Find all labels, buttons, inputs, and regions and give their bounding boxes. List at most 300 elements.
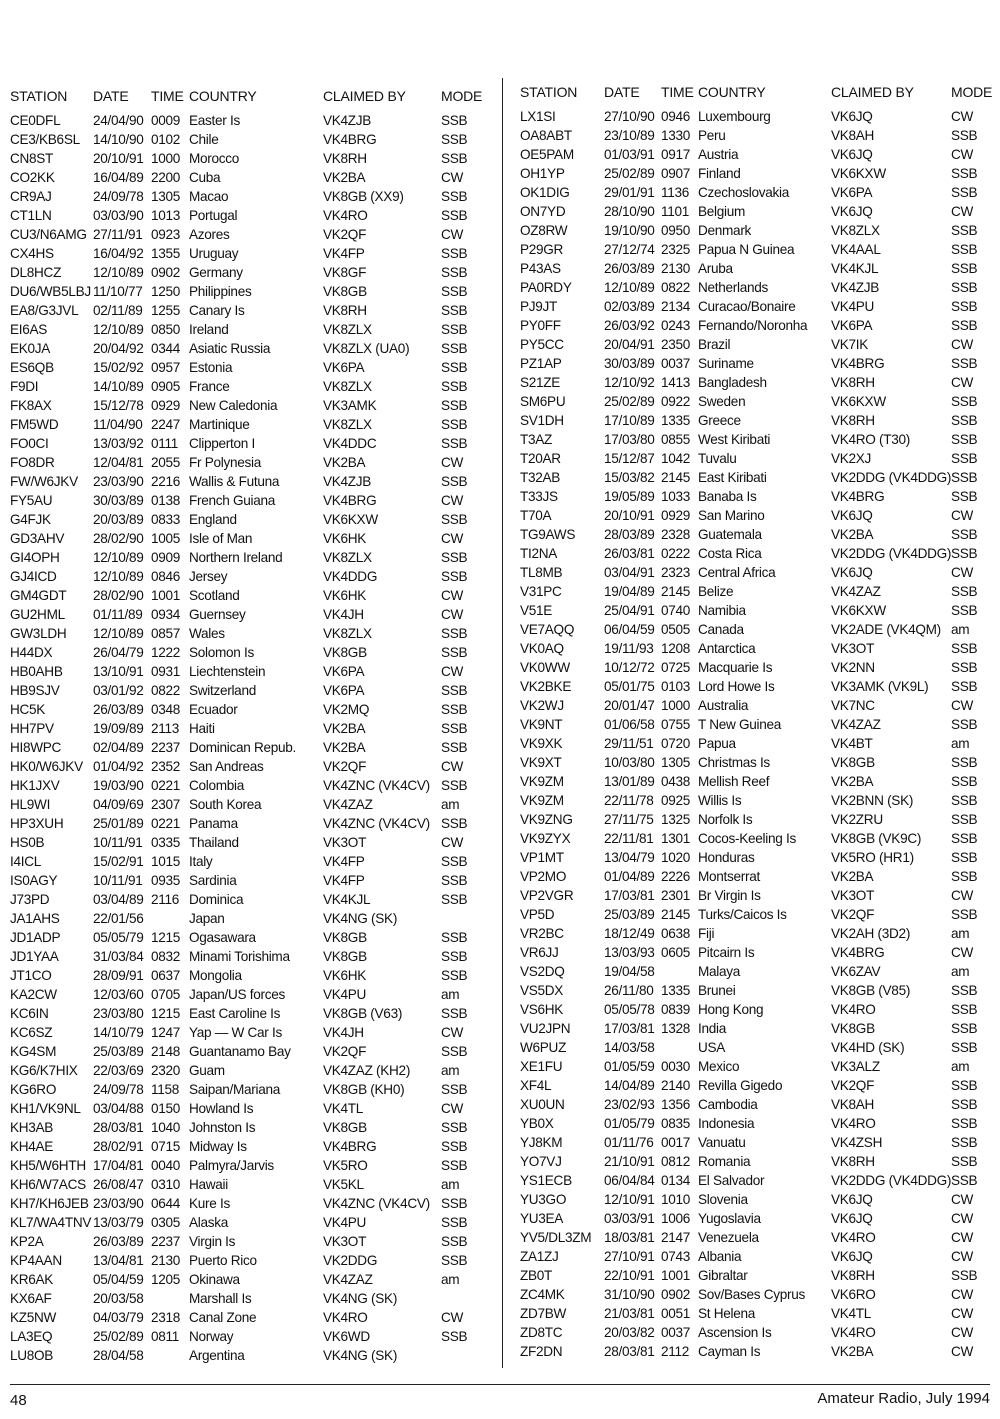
station-cell: VP2MO <box>520 869 567 884</box>
date-cell: 17/10/89 <box>604 413 655 428</box>
date-cell: 22/11/81 <box>604 831 654 846</box>
mode-cell: SSB <box>441 322 468 337</box>
date-cell: 14/10/79 <box>93 1025 144 1040</box>
table-row <box>10 130 495 149</box>
table-row <box>520 715 998 734</box>
station-cell: HI8WPC <box>10 740 62 755</box>
station-cell: PZ1AP <box>520 356 562 371</box>
time-cell: 1101 <box>661 204 690 219</box>
column-divider <box>502 78 503 1368</box>
mode-cell: SSB <box>951 1002 978 1017</box>
claimed-by-cell: VK4RO <box>831 1325 876 1340</box>
country-cell: Canary Is <box>189 303 245 318</box>
mode-cell: CW <box>441 493 464 508</box>
table-row <box>520 1190 998 1209</box>
time-cell: 1356 <box>661 1097 691 1112</box>
claimed-by-cell: VK6JQ <box>831 109 873 124</box>
country-cell: Aruba <box>698 261 733 276</box>
country-cell: Marshall Is <box>189 1291 252 1306</box>
date-cell: 22/03/69 <box>93 1063 144 1078</box>
claimed-by-cell: VK8ZLX <box>323 550 372 565</box>
table-row <box>520 696 998 715</box>
time-cell: 2352 <box>151 759 181 774</box>
country-cell: Okinawa <box>189 1272 240 1287</box>
time-cell: 2237 <box>151 740 181 755</box>
mode-cell: CW <box>951 1230 974 1245</box>
table-row <box>520 544 998 563</box>
time-cell: 1335 <box>661 983 691 998</box>
time-cell: 0017 <box>661 1135 691 1150</box>
claimed-by-cell: VK4NG (SK) <box>323 911 398 926</box>
time-cell: 2140 <box>661 1078 691 1093</box>
country-cell: Japan/US forces <box>189 987 285 1002</box>
country-cell: Willis Is <box>698 793 742 808</box>
table-row <box>10 225 495 244</box>
claimed-by-cell: VK6JQ <box>831 204 873 219</box>
time-cell: 0222 <box>661 546 691 561</box>
station-cell: ZC4MK <box>520 1287 565 1302</box>
table-row <box>10 1004 495 1023</box>
country-cell: Revilla Gigedo <box>698 1078 783 1093</box>
country-cell: Christmas Is <box>698 755 770 770</box>
station-cell: OK1DIG <box>520 185 570 200</box>
table-row <box>10 320 495 339</box>
mode-cell: SSB <box>951 1021 978 1036</box>
date-cell: 02/04/89 <box>93 740 144 755</box>
country-cell: Kure Is <box>189 1196 230 1211</box>
claimed-by-cell: VK4ZNC (VK4CV) <box>323 1196 430 1211</box>
claimed-by-cell: VK2BA <box>831 527 874 542</box>
mode-cell: SSB <box>951 1268 978 1283</box>
table-row <box>520 943 998 962</box>
mode-cell: CW <box>951 508 974 523</box>
country-cell: Palmyra/Jarvis <box>189 1158 274 1173</box>
table-row <box>10 1213 495 1232</box>
table-row <box>10 1023 495 1042</box>
time-cell: 0138 <box>151 493 181 508</box>
date-cell: 19/03/90 <box>93 778 144 793</box>
claimed-by-cell: VK3ALZ <box>831 1059 880 1074</box>
time-cell: 1158 <box>151 1082 180 1097</box>
mode-cell: CW <box>951 204 974 219</box>
table-row <box>10 339 495 358</box>
time-cell: 2323 <box>661 565 691 580</box>
mode-cell: CW <box>951 1287 974 1302</box>
date-cell: 13/10/91 <box>93 664 144 679</box>
table-row <box>10 168 495 187</box>
country-cell: Costa Rica <box>698 546 762 561</box>
country-cell: Norfolk Is <box>698 812 753 827</box>
date-cell: 31/03/84 <box>93 949 144 964</box>
station-cell: JT1CO <box>10 968 52 983</box>
time-cell: 2112 <box>661 1344 690 1359</box>
table-row <box>520 183 998 202</box>
table-row <box>520 962 998 981</box>
claimed-by-cell: VK4RO <box>323 208 368 223</box>
country-cell: Argentina <box>189 1348 245 1363</box>
country-cell: Mongolia <box>189 968 242 983</box>
date-cell: 10/11/91 <box>93 873 143 888</box>
country-cell: Northern Ireland <box>189 550 283 565</box>
country-cell: New Caledonia <box>189 398 278 413</box>
station-cell: VP1MT <box>520 850 564 865</box>
claimed-by-cell: VK4RO <box>831 1230 876 1245</box>
country-cell: Macquarie Is <box>698 660 773 675</box>
country-cell: Ogasawara <box>189 930 256 945</box>
claimed-by-cell: VK4NG (SK) <box>323 1348 398 1363</box>
date-cell: 12/10/89 <box>93 265 144 280</box>
time-cell: 0832 <box>151 949 181 964</box>
claimed-by-cell: VK4AAL <box>831 242 881 257</box>
time-cell: 2325 <box>661 242 691 257</box>
claimed-by-cell: VK6PA <box>323 664 365 679</box>
mode-cell: SSB <box>951 546 978 561</box>
table-row <box>520 145 998 164</box>
country-cell: Cayman Is <box>698 1344 761 1359</box>
date-cell: 17/03/81 <box>604 1021 655 1036</box>
claimed-by-cell: VK4ZNC (VK4CV) <box>323 778 430 793</box>
claimed-by-cell: VK4ZSH <box>831 1135 883 1150</box>
country-cell: Vanuatu <box>698 1135 746 1150</box>
date-cell: 12/10/92 <box>604 375 655 390</box>
claimed-by-cell: VK6HK <box>323 588 367 603</box>
station-cell: ZF2DN <box>520 1344 563 1359</box>
claimed-by-cell: VK2BA <box>323 740 366 755</box>
mode-cell: SSB <box>441 398 468 413</box>
claimed-by-cell: VK8RH <box>831 413 875 428</box>
claimed-by-cell: VK4PU <box>831 299 875 314</box>
date-cell: 19/09/89 <box>93 721 144 736</box>
country-cell: Switzerland <box>189 683 256 698</box>
date-cell: 05/01/75 <box>604 679 655 694</box>
date-cell: 03/03/90 <box>93 208 144 223</box>
station-cell: ON7YD <box>520 204 566 219</box>
claimed-by-cell: VK4ZNC (VK4CV) <box>323 816 430 831</box>
station-cell: VK9XK <box>520 736 563 751</box>
country-cell: Easter Is <box>189 113 240 128</box>
mode-cell: CW <box>951 1306 974 1321</box>
country-cell: Venezuela <box>698 1230 759 1245</box>
table-row <box>520 468 998 487</box>
time-cell: 0348 <box>151 702 181 717</box>
mode-cell: SSB <box>441 303 468 318</box>
time-cell: 0917 <box>661 147 691 162</box>
country-cell: Guernsey <box>189 607 246 622</box>
time-cell: 0905 <box>151 379 181 394</box>
station-cell: HP3XUH <box>10 816 64 831</box>
table-row <box>10 1270 495 1289</box>
country-cell: Portugal <box>189 208 238 223</box>
mode-cell: CW <box>951 147 974 162</box>
date-cell: 16/04/89 <box>93 170 144 185</box>
country-cell: Saipan/Mariana <box>189 1082 281 1097</box>
country-cell: East Caroline Is <box>189 1006 281 1021</box>
country-cell: Guantanamo Bay <box>189 1044 291 1059</box>
left-column <box>10 76 495 1365</box>
time-cell: 0755 <box>661 717 691 732</box>
date-cell: 26/08/47 <box>93 1177 144 1192</box>
table-row <box>10 852 495 871</box>
country-cell: Antarctica <box>698 641 756 656</box>
claimed-by-cell: VK2QF <box>831 907 875 922</box>
table-row <box>10 700 495 719</box>
country-cell: Slovenia <box>698 1192 748 1207</box>
claimed-by-cell: VK2XJ <box>831 451 872 466</box>
time-cell: 2116 <box>151 892 180 907</box>
date-cell: 27/12/74 <box>604 242 655 257</box>
station-cell: KA2CW <box>10 987 57 1002</box>
table-row <box>10 738 495 757</box>
date-cell: 12/04/81 <box>93 455 144 470</box>
station-cell: FO0CI <box>10 436 49 451</box>
station-cell: ZA1ZJ <box>520 1249 559 1264</box>
mode-cell: SSB <box>441 873 468 888</box>
claimed-by-cell: VK6JQ <box>831 147 873 162</box>
table-row <box>520 202 998 221</box>
time-cell: 2307 <box>151 797 181 812</box>
station-cell: VR2BC <box>520 926 564 941</box>
time-cell: 2350 <box>661 337 691 352</box>
date-cell: 15/02/92 <box>93 360 144 375</box>
station-cell: KH4AE <box>10 1139 54 1154</box>
date-cell: 23/03/90 <box>93 474 144 489</box>
country-cell: Chile <box>189 132 219 147</box>
country-cell: Papua N Guinea <box>698 242 795 257</box>
date-cell: 28/02/90 <box>93 531 144 546</box>
claimed-by-cell: VK4KJL <box>323 892 371 907</box>
station-cell: PY0FF <box>520 318 561 333</box>
country-cell: St Helena <box>698 1306 755 1321</box>
claimed-by-cell: VK4RO <box>323 1310 368 1325</box>
country-cell: Gibraltar <box>698 1268 748 1283</box>
station-cell: VK0AQ <box>520 641 564 656</box>
table-row <box>10 643 495 662</box>
claimed-by-cell: VK8GB (XX9) <box>323 189 404 204</box>
station-cell: GJ4ICD <box>10 569 57 584</box>
mode-cell: SSB <box>951 527 978 542</box>
table-row <box>10 206 495 225</box>
table-row <box>520 1266 998 1285</box>
mode-cell: am <box>441 797 460 812</box>
country-cell: Yugoslavia <box>698 1211 761 1226</box>
mode-cell: am <box>951 1059 970 1074</box>
time-cell: 1005 <box>151 531 181 546</box>
mode-cell <box>441 1346 487 1365</box>
date-cell: 20/03/89 <box>93 512 144 527</box>
date-cell: 31/10/90 <box>604 1287 655 1302</box>
claimed-by-cell: VK2DDG (VK4DDG) <box>831 546 951 561</box>
country-cell: Azores <box>189 227 230 242</box>
date-cell: 19/05/89 <box>604 489 655 504</box>
time-cell: 1015 <box>151 854 181 869</box>
header-claimed-by: CLAIMED BY <box>831 84 914 100</box>
table-row <box>10 776 495 795</box>
station-cell: LX1SI <box>520 109 556 124</box>
table-row <box>520 734 998 753</box>
mode-cell: SSB <box>951 717 978 732</box>
date-cell: 15/03/82 <box>604 470 655 485</box>
claimed-by-cell: VK4HD (SK) <box>831 1040 905 1055</box>
country-cell: Brazil <box>698 337 731 352</box>
country-cell: Peru <box>698 128 726 143</box>
station-cell: VK2WJ <box>520 698 564 713</box>
country-cell: Guam <box>189 1063 225 1078</box>
claimed-by-cell: VK4TL <box>831 1306 872 1321</box>
mode-cell: SSB <box>441 246 468 261</box>
date-cell: 15/12/78 <box>93 398 144 413</box>
date-cell: 12/10/89 <box>604 280 655 295</box>
station-cell: KP2A <box>10 1234 44 1249</box>
table-row <box>10 510 495 529</box>
time-cell <box>151 909 189 928</box>
mode-cell: SSB <box>951 394 978 409</box>
country-cell: Morocco <box>189 151 240 166</box>
time-cell: 0929 <box>661 508 691 523</box>
time-cell: 0822 <box>151 683 181 698</box>
table-row <box>10 415 495 434</box>
mode-cell: CW <box>441 607 464 622</box>
station-cell: KP4AAN <box>10 1253 62 1268</box>
time-cell: 0835 <box>661 1116 691 1131</box>
claimed-by-cell: VK6ZAV <box>831 964 881 979</box>
mode-cell: SSB <box>441 1196 468 1211</box>
station-cell: I4ICL <box>10 854 41 869</box>
claimed-by-cell: VK4DDG <box>323 569 378 584</box>
country-cell: Uruguay <box>189 246 239 261</box>
date-cell: 21/10/91 <box>604 1154 655 1169</box>
claimed-by-cell: VK6JQ <box>831 1211 873 1226</box>
mode-cell: am <box>951 926 970 941</box>
mode-cell: SSB <box>441 1120 468 1135</box>
date-cell: 14/03/58 <box>604 1040 655 1055</box>
time-cell: 0957 <box>151 360 181 375</box>
date-cell: 16/04/92 <box>93 246 144 261</box>
time-cell: 1328 <box>661 1021 691 1036</box>
table-row <box>10 111 495 130</box>
country-cell: Puerto Rico <box>189 1253 257 1268</box>
time-cell: 0644 <box>151 1196 181 1211</box>
date-cell: 14/10/89 <box>93 379 144 394</box>
claimed-by-cell: VK8GB (KH0) <box>323 1082 405 1097</box>
date-cell: 25/01/89 <box>93 816 144 831</box>
mode-cell: SSB <box>951 299 978 314</box>
station-cell: KH1/VK9NL <box>10 1101 81 1116</box>
header-country: COUNTRY <box>189 88 257 104</box>
time-cell: 1013 <box>151 208 181 223</box>
station-cell: IS0AGY <box>10 873 58 888</box>
table-row <box>520 297 998 316</box>
header-date: DATE <box>93 88 129 104</box>
claimed-by-cell: VK4ZJB <box>831 280 880 295</box>
mode-cell: SSB <box>951 356 978 371</box>
mode-cell: SSB <box>441 436 468 451</box>
claimed-by-cell: VK8RH <box>831 1154 875 1169</box>
table-row <box>520 487 998 506</box>
date-cell: 12/10/89 <box>93 550 144 565</box>
date-cell: 13/03/92 <box>93 436 144 451</box>
mode-cell: SSB <box>951 128 978 143</box>
time-cell: 0902 <box>151 265 181 280</box>
claimed-by-cell: VK4ZAZ <box>323 1272 373 1287</box>
station-cell: VE7AQQ <box>520 622 575 637</box>
mode-cell: SSB <box>441 778 468 793</box>
station-cell: TL8MB <box>520 565 563 580</box>
mode-cell: SSB <box>441 1329 468 1344</box>
mode-cell: CW <box>441 227 464 242</box>
station-cell: FY5AU <box>10 493 53 508</box>
date-cell: 01/11/89 <box>93 607 143 622</box>
date-cell: 01/03/91 <box>604 147 655 162</box>
country-cell: San Marino <box>698 508 765 523</box>
country-cell: Sardinia <box>189 873 237 888</box>
table-row <box>520 753 998 772</box>
table-row <box>520 392 998 411</box>
mode-cell: CW <box>951 565 974 580</box>
time-cell: 0909 <box>151 550 181 565</box>
claimed-by-cell: VK6PA <box>323 360 365 375</box>
time-cell: 0855 <box>661 432 691 447</box>
date-cell: 19/04/89 <box>604 584 655 599</box>
mode-cell: SSB <box>441 512 468 527</box>
claimed-by-cell: VK8GB <box>831 755 875 770</box>
date-cell: 23/03/90 <box>93 1196 144 1211</box>
time-cell: 2301 <box>661 888 691 903</box>
time-cell: 1215 <box>151 930 181 945</box>
claimed-by-cell: VK8GB <box>323 284 367 299</box>
country-cell: Panama <box>189 816 238 831</box>
station-cell: OH1YP <box>520 166 565 181</box>
station-cell: VR6JJ <box>520 945 559 960</box>
station-cell: KH7/KH6JEB <box>10 1196 89 1211</box>
date-cell: 26/03/89 <box>604 261 655 276</box>
table-row <box>520 316 998 335</box>
table-row <box>10 1194 495 1213</box>
mode-cell: SSB <box>441 417 468 432</box>
country-cell: Germany <box>189 265 243 280</box>
claimed-by-cell: VK2DDG (VK4DDG) <box>831 470 951 485</box>
station-cell: PA0RDY <box>520 280 572 295</box>
claimed-by-cell: VK2MQ <box>323 702 370 717</box>
mode-cell: SSB <box>951 603 978 618</box>
mode-cell: SSB <box>951 983 978 998</box>
station-cell: YU3EA <box>520 1211 564 1226</box>
mode-cell: CW <box>441 835 464 850</box>
country-cell: Belgium <box>698 204 746 219</box>
time-cell: 1247 <box>151 1025 181 1040</box>
page-number: 48 <box>10 1392 27 1409</box>
table-row <box>520 848 998 867</box>
country-cell: Austria <box>698 147 739 162</box>
date-cell: 20/04/92 <box>93 341 144 356</box>
mode-cell: SSB <box>441 1234 468 1249</box>
mode-cell: CW <box>441 1025 464 1040</box>
country-cell: Netherlands <box>698 280 768 295</box>
header-time: TIME <box>151 88 184 104</box>
header-station: STATION <box>10 88 68 104</box>
station-cell: OA8ABT <box>520 128 572 143</box>
date-cell: 20/10/91 <box>604 508 655 523</box>
claimed-by-cell: VK2BA <box>831 869 874 884</box>
claimed-by-cell: VK4ZAZ <box>831 584 881 599</box>
table-row <box>520 221 998 240</box>
mode-cell: SSB <box>951 451 978 466</box>
country-cell: Lord Howe Is <box>698 679 775 694</box>
country-cell: Denmark <box>698 223 752 238</box>
mode-cell: SSB <box>441 626 468 641</box>
claimed-by-cell: VK2BNN (SK) <box>831 793 914 808</box>
time-cell: 0857 <box>151 626 181 641</box>
time-cell: 0505 <box>661 622 691 637</box>
